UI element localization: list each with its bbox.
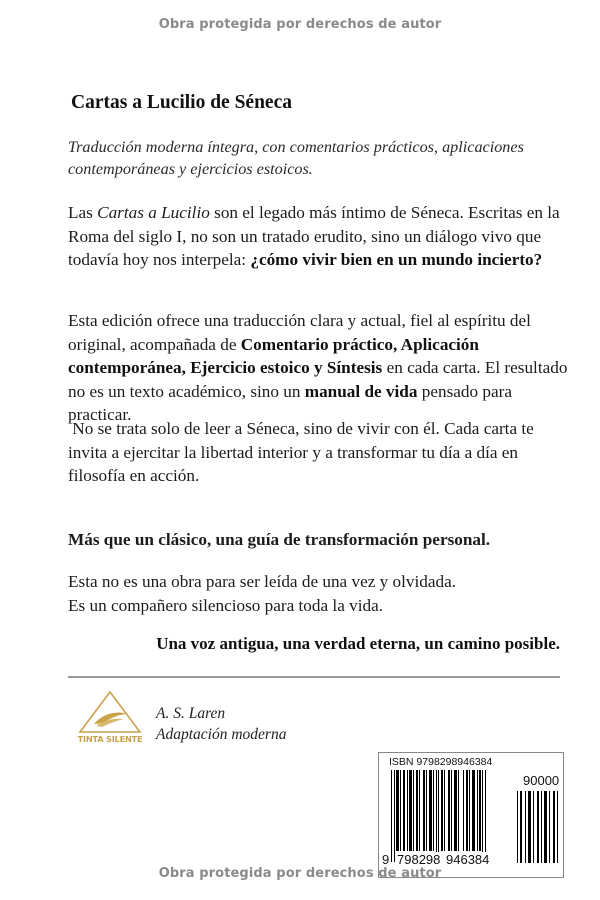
paragraph-companion [68, 570, 568, 617]
book-subtitle: Traducción moderna íntegra, con comentarios prácticos, aplicaciones contemporáneas y ejercicios estoicos. [68, 138, 524, 178]
publisher-name: TINTA SILENTE [77, 734, 143, 744]
paragraph-edition [68, 309, 568, 427]
paragraph-edition-text-c: en cada carta. El resultado no es un texto académico, sino un [68, 358, 568, 401]
author-name: A. S. Laren [156, 705, 226, 722]
tagline: Una voz antigua, una verdad eterna, un camino posible. [156, 634, 560, 653]
publisher-logo [76, 690, 144, 750]
paragraph-edition-sections: Comentario práctico, Aplicación contemporánea, Ejercicio estoico y Síntesis [68, 334, 479, 377]
copyright-watermark-bottom: Obra protegida por derechos de autor [158, 866, 442, 881]
paragraph-guide: Más que un clásico, una guía de transformación personal. [68, 530, 491, 549]
paragraph-intro-text-c: son el legado más íntimo de Séneca. Escritas en la Roma del siglo I, no son un tratado erudito, sino un diálogo vivo que todavía hoy nos interpela: [68, 203, 560, 269]
copyright-watermark-top: Obra protegida por derechos de autor [158, 17, 442, 32]
author-role: Adaptación moderna [156, 726, 287, 743]
barcode-addon-bars [517, 791, 558, 863]
barcode-digits-group2: 946384 [446, 852, 490, 867]
barcode-digits-group1: 798298 [397, 852, 441, 867]
book-title: Cartas a Lucilio de Séneca [71, 92, 292, 113]
paragraph-intro-text-a: Las [68, 203, 98, 222]
paragraph-edition-text-e: pensado para practicar. [68, 381, 512, 424]
paragraph-intro-italic: Cartas a Lucilio [97, 203, 210, 222]
paragraph-edition-text-a: Esta edición ofrece una traducción clara y actual, fiel al espíritu del original, acompañada de [68, 311, 531, 354]
isbn-barcode [378, 752, 564, 878]
paragraph-intro [68, 201, 568, 272]
paragraph-living: No se trata solo de leer a Séneca, sino de vivir con él. Cada carta te invita a ejercitar la libertad interior y a transformar tu día a día en filosofía en acción. [68, 419, 539, 485]
price-addon-label: 90000 [523, 773, 560, 788]
divider-line [68, 676, 560, 678]
paragraph-companion-line1: Esta no es una obra para ser leída de una vez y olvidada. [68, 572, 456, 591]
author-block [156, 703, 286, 745]
barcode-digit-first: 9 [382, 852, 390, 867]
paragraph-intro-question: ¿cómo vivir bien en un mundo incierto? [250, 250, 543, 269]
isbn-label: ISBN 9798298946384 [389, 756, 493, 768]
paragraph-edition-manual: manual de vida [304, 381, 418, 401]
barcode-main-bars [391, 770, 486, 862]
paragraph-companion-line2: Es un compañero silencioso para toda la vida. [68, 595, 384, 615]
triangle-wing-icon [76, 690, 144, 734]
